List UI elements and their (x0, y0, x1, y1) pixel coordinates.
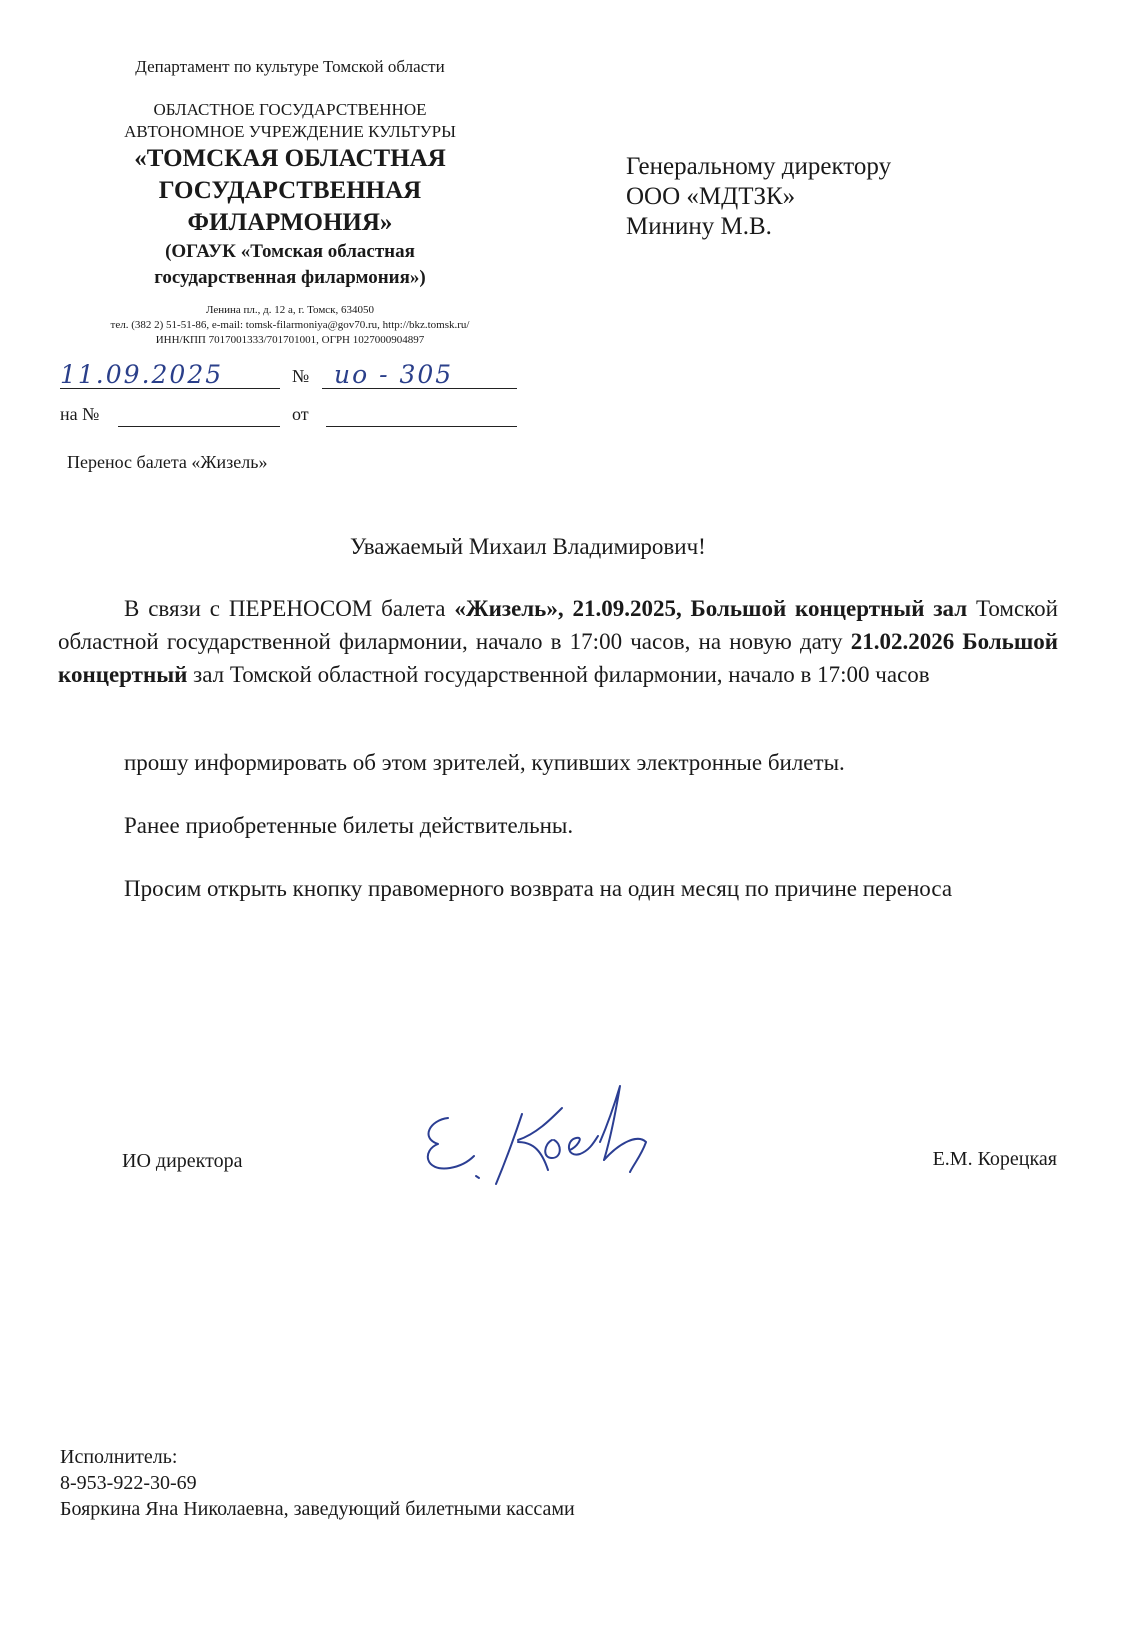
body-paragraph-2: прошу информировать об этом зрителей, купивших электронные билеты. (124, 750, 845, 775)
reg-number-label: № (292, 366, 310, 386)
handwritten-signature-icon (410, 1080, 670, 1190)
p1-part-d: 21.02.2026 Большой концертный (58, 629, 1059, 687)
p1-part-e: зал Томской областной государственной филармонии, начало в 17:00 часов (187, 662, 930, 687)
ref-from-label: от (292, 404, 309, 424)
body-paragraph-3: Ранее приобретенные билеты действительны. (124, 813, 574, 838)
addressee-line-1: Генеральному директору (626, 153, 892, 180)
reg-number: ио - 305 (334, 360, 454, 389)
reg-date-field (60, 362, 280, 390)
org-name-line-2: ГОСУДАРСТВЕННАЯ (158, 177, 422, 204)
addressee (626, 152, 1086, 242)
org-contacts: тел. (382 2) 51-51-86, e-mail: tomsk-filarmoniya@gov70.ru, http://bkz.tomsk.ru/ (110, 319, 470, 331)
org-type-line-1: ОБЛАСТНОЕ ГОСУДАРСТВЕННОЕ (153, 100, 427, 119)
p1-part-a: В связи с ПЕРЕНОСОМ балета (124, 596, 455, 621)
executor-phone: 8-953-922-30-69 (60, 1472, 197, 1494)
addressee-line-2: ООО «МДТЗК» (626, 183, 796, 210)
ref-number-line (118, 426, 280, 427)
p1-part-b: «Жизель», 21.09.2025, Большой концертный зал (454, 596, 968, 621)
executor-label: Исполнитель: (60, 1446, 178, 1468)
org-name-line-1: «ТОМСКАЯ ОБЛАСТНАЯ (134, 145, 446, 172)
reg-number-field (322, 362, 517, 390)
ref-from-line (326, 426, 517, 427)
org-type-line-2: АВТОНОМНОЕ УЧРЕЖДЕНИЕ КУЛЬТУРЫ (124, 122, 456, 141)
signatory-name: Е.М. Корецкая (932, 1148, 1057, 1170)
org-address: Ленина пл., д. 12 а, г. Томск, 634050 (205, 304, 375, 316)
executor-block (60, 1444, 575, 1522)
greeting: Уважаемый Михаил Владимирович! (350, 534, 706, 559)
ref-number-label: на № (60, 404, 100, 424)
body-paragraph-4: Просим открыть кнопку правомерного возврата на один месяц по причине переноса (124, 876, 953, 901)
addressee-line-3: Минину М.В. (626, 213, 772, 240)
letterhead (40, 55, 540, 348)
p1-part-c: Томской областной государственной филармонии, начало в 17:00 часов, на новую дату (58, 596, 1058, 654)
org-short-line-2: государственная филармония») (154, 267, 426, 288)
org-short-line-1: (ОГАУК «Томская областная (165, 241, 415, 262)
executor-person: Бояркина Яна Николаевна, заведующий билетными кассами (60, 1498, 575, 1520)
letter-subject: Перенос балета «Жизель» (67, 452, 268, 472)
signature-position: ИО директора (122, 1150, 243, 1172)
org-ids: ИНН/КПП 7017001333/701701001, ОГРН 1027000904897 (155, 334, 425, 346)
department-line: Департамент по культуре Томской области (135, 57, 445, 76)
org-name-line-3: ФИЛАРМОНИЯ» (187, 209, 393, 236)
reg-date: 11.09.2025 (60, 360, 224, 389)
body-paragraph-1 (58, 592, 1058, 691)
